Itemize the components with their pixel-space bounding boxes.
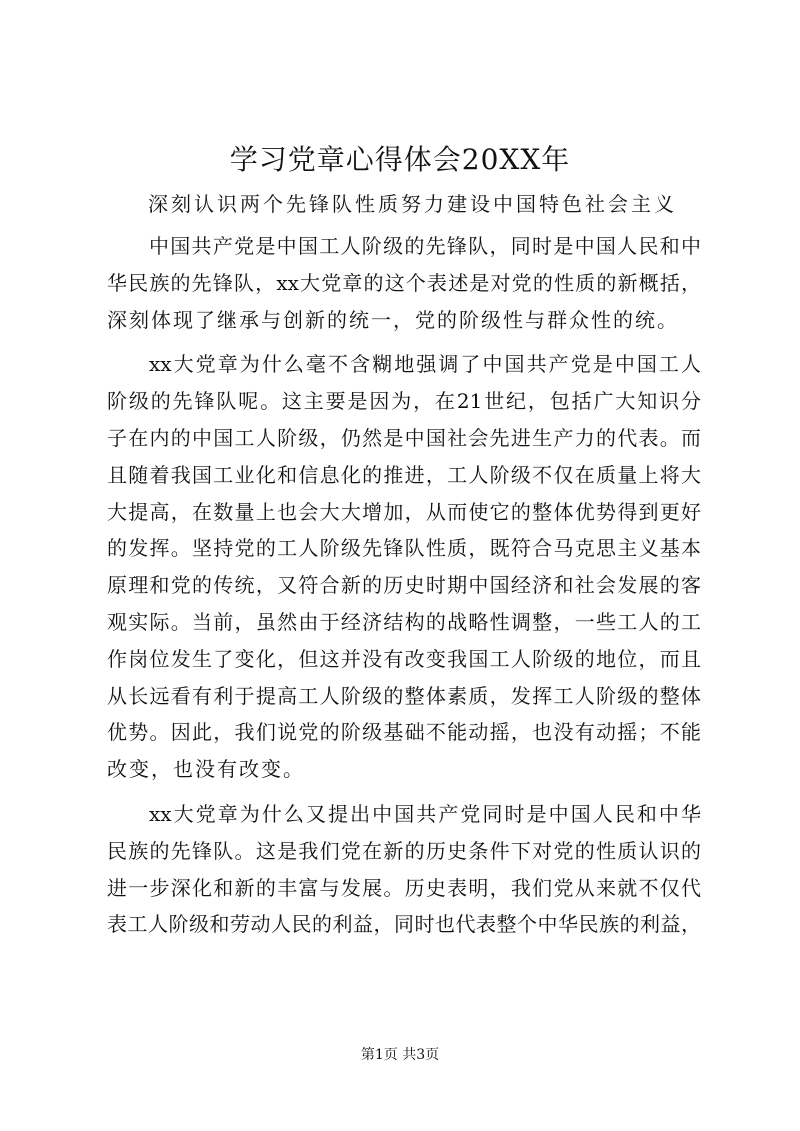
- text-line: 中国共产党是中国工人阶级的先锋队，同时是中国人民和中: [149, 234, 701, 258]
- text-line: 民族的先锋队。这是我们党在新的历史条件下对党的性质认识的: [107, 838, 701, 863]
- text-line: 大提高，在数量上也会大大增加，从而使它的整体优势得到更好: [107, 499, 701, 524]
- text-line: 观实际。当前，虽然由于经济结构的战略性调整，一些工人的工: [107, 609, 701, 634]
- document-subtitle: 深刻认识两个先锋队性质努力建设中国特色社会主义: [148, 192, 677, 216]
- text-line: 从长远看有利于提高工人阶级的整体素质，发挥工人阶级的整体: [107, 683, 701, 708]
- text-line: 华民族的先锋队，xx大党章的这个表述是对党的性质的新概括，: [107, 270, 701, 295]
- text-line: 深刻体现了继承与创新的统一，党的阶级性与群众性的统。: [107, 307, 679, 332]
- document-body: [107, 228, 701, 951]
- text-line: 的发挥。坚持党的工人阶级先锋队性质，既符合马克思主义基本: [107, 536, 701, 561]
- text-line: xx大党章为什么毫不含糊地强调了中国共产党是中国工人: [149, 352, 701, 377]
- text-line: 作岗位发生了变化，但这并没有改变我国工人阶级的地位，而且: [107, 646, 701, 671]
- paragraph-2: [107, 346, 701, 788]
- paragraph-1: [107, 228, 701, 338]
- text-line: 原理和党的传统，又符合新的历史时期中国经济和社会发展的客: [107, 573, 701, 598]
- paragraph-3: [107, 796, 701, 943]
- text-line: 阶级的先锋队呢。这主要是因为，在21世纪，包括广大知识分: [107, 389, 701, 414]
- text-line: 且随着我国工业化和信息化的推进，工人阶级不仅在质量上将大: [107, 462, 701, 487]
- text-line: 进一步深化和新的丰富与发展。历史表明，我们党从来就不仅代: [107, 875, 701, 900]
- page-number-footer: 第1页 共3页: [360, 1047, 440, 1063]
- text-line: 子在内的中国工人阶级，仍然是中国社会先进生产力的代表。而: [107, 425, 701, 450]
- text-line: 表工人阶级和劳动人民的利益，同时也代表整个中华民族的利益，: [107, 912, 701, 937]
- document-title: 学习党章心得体会20XX年: [229, 143, 571, 176]
- text-line: 优势。因此，我们说党的阶级基础不能动摇，也没有动摇；不能: [107, 720, 701, 745]
- text-line: 改变，也没有改变。: [107, 757, 305, 782]
- text-line: xx大党章为什么又提出中国共产党同时是中国人民和中华: [149, 801, 701, 826]
